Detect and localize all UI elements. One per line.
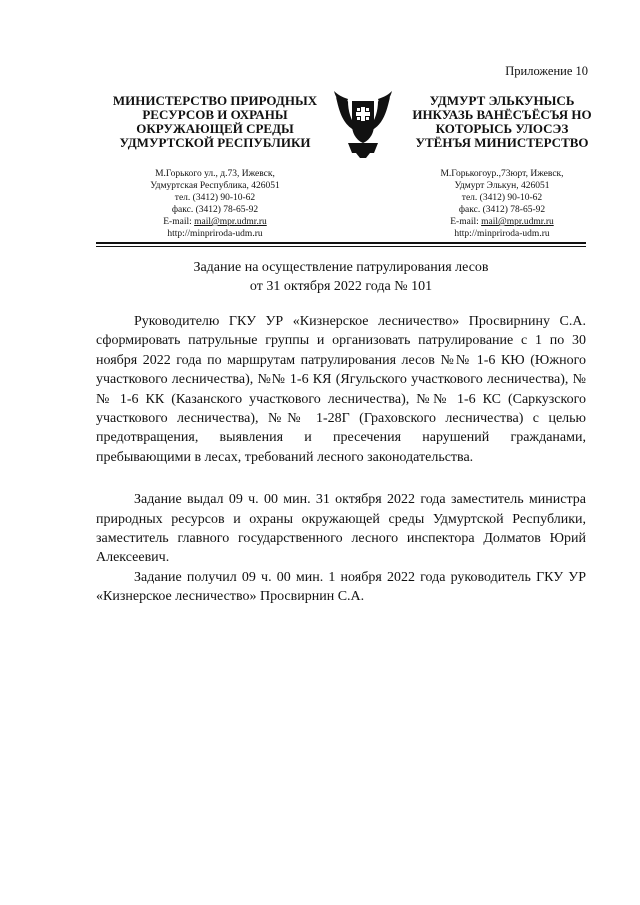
ministry-name-line: УТЁНЪЯ МИНИСТЕРСТВО [415, 135, 589, 150]
ministry-contacts-russian [92, 168, 338, 240]
ministry-name-line: МИНИСТЕРСТВО ПРИРОДНЫХ [112, 93, 318, 108]
website-line[interactable]: http://minpriroda-udm.ru [167, 229, 263, 239]
title-line: от 31 октября 2022 года № 101 [249, 279, 433, 294]
appendix-label: Приложение 10 [505, 64, 588, 78]
phone-line: тел. (3412) 90-10-62 [461, 193, 543, 203]
email-link[interactable]: mail@mpr.udmr.ru [481, 217, 554, 227]
received-by-paragraph: Задание получил 09 ч. 00 мин. 1 ноября 2022 года руководитель ГКУ УР «Кизнерское лесничество» Просвирнин С.А. [96, 569, 586, 605]
address-line: М.Горькогоур.,73юрт, Ижевск, [440, 169, 564, 179]
address-line: Удмурт Элькун, 426051 [454, 181, 550, 191]
ministry-name-udmurt [402, 94, 602, 150]
address-line: Удмуртская Республика, 426051 [150, 181, 280, 191]
ministry-header-russian [92, 94, 338, 240]
website-line[interactable]: http://minpriroda-udm.ru [454, 229, 550, 239]
document-body [96, 312, 586, 607]
fax-line: факс. (3412) 78-65-92 [458, 205, 546, 215]
document-title [96, 258, 586, 296]
email-label: E-mail: [163, 217, 195, 227]
ministry-name-line: УДМУРТСКОЙ РЕСПУБЛИКИ [119, 135, 311, 150]
ministry-name-line: ИНКУАЗЬ ВАНЁСЪЁСЪЯ НО [412, 107, 592, 122]
ministry-header-udmurt [402, 94, 602, 240]
ministry-name-russian [92, 94, 338, 150]
email-link[interactable]: mail@mpr.udmr.ru [194, 217, 267, 227]
address-line: М.Горького ул., д.73, Ижевск, [155, 169, 275, 179]
ministry-name-line: ОКРУЖАЮЩЕЙ СРЕДЫ [136, 121, 294, 136]
ministry-contacts-udmurt [402, 168, 602, 240]
fax-line: факс. (3412) 78-65-92 [171, 205, 259, 215]
header-divider-thin [96, 246, 586, 247]
ministry-name-line: РЕСУРСОВ И ОХРАНЫ [142, 107, 288, 122]
ministry-name-line: УДМУРТ ЭЛЬКУНЫСЬ [429, 93, 575, 108]
header-divider-thick [96, 242, 586, 244]
phone-line: тел. (3412) 90-10-62 [174, 193, 256, 203]
order-paragraph: Руководителю ГКУ УР «Кизнерское лесничество» Просвирнину С.А. сформировать патрульные группы и организовать патрулирование с 1 по 30 ноября 2022 года по маршрутам патрулирования лесов №№ 1-6 КЮ (Южного участкового лесничества), №№ 1-6 КЯ (Ягульского участкового лесничества), №№ 1-6 КК (Казанского участкового лесничества), №№ 1-6 КС (Саркузского участкового лесничества), №№ 1-28Г (Граховского лесничества) с целью предотвращения, выявления и пресечения нарушений гражданами, пребывающими в лесах, требований лесного законодательства. [96, 314, 586, 465]
title-line: Задание на осуществление патрулирования лесов [193, 260, 489, 275]
email-label: E-mail: [450, 217, 482, 227]
email-line [402, 216, 602, 228]
ministry-name-line: КОТОРЫСЬ УЛОСЭЗ [435, 121, 569, 136]
email-line [92, 216, 338, 228]
issued-by-paragraph: Задание выдал 09 ч. 00 мин. 31 октября 2022 года заместитель министра природных ресурсов и охраны окружающей среды Удмуртской Республики, заместитель главного государственного лесного инспектора Долматов Юрий Алексеевич. [96, 492, 586, 566]
udmurt-coat-of-arms-icon [330, 87, 396, 159]
